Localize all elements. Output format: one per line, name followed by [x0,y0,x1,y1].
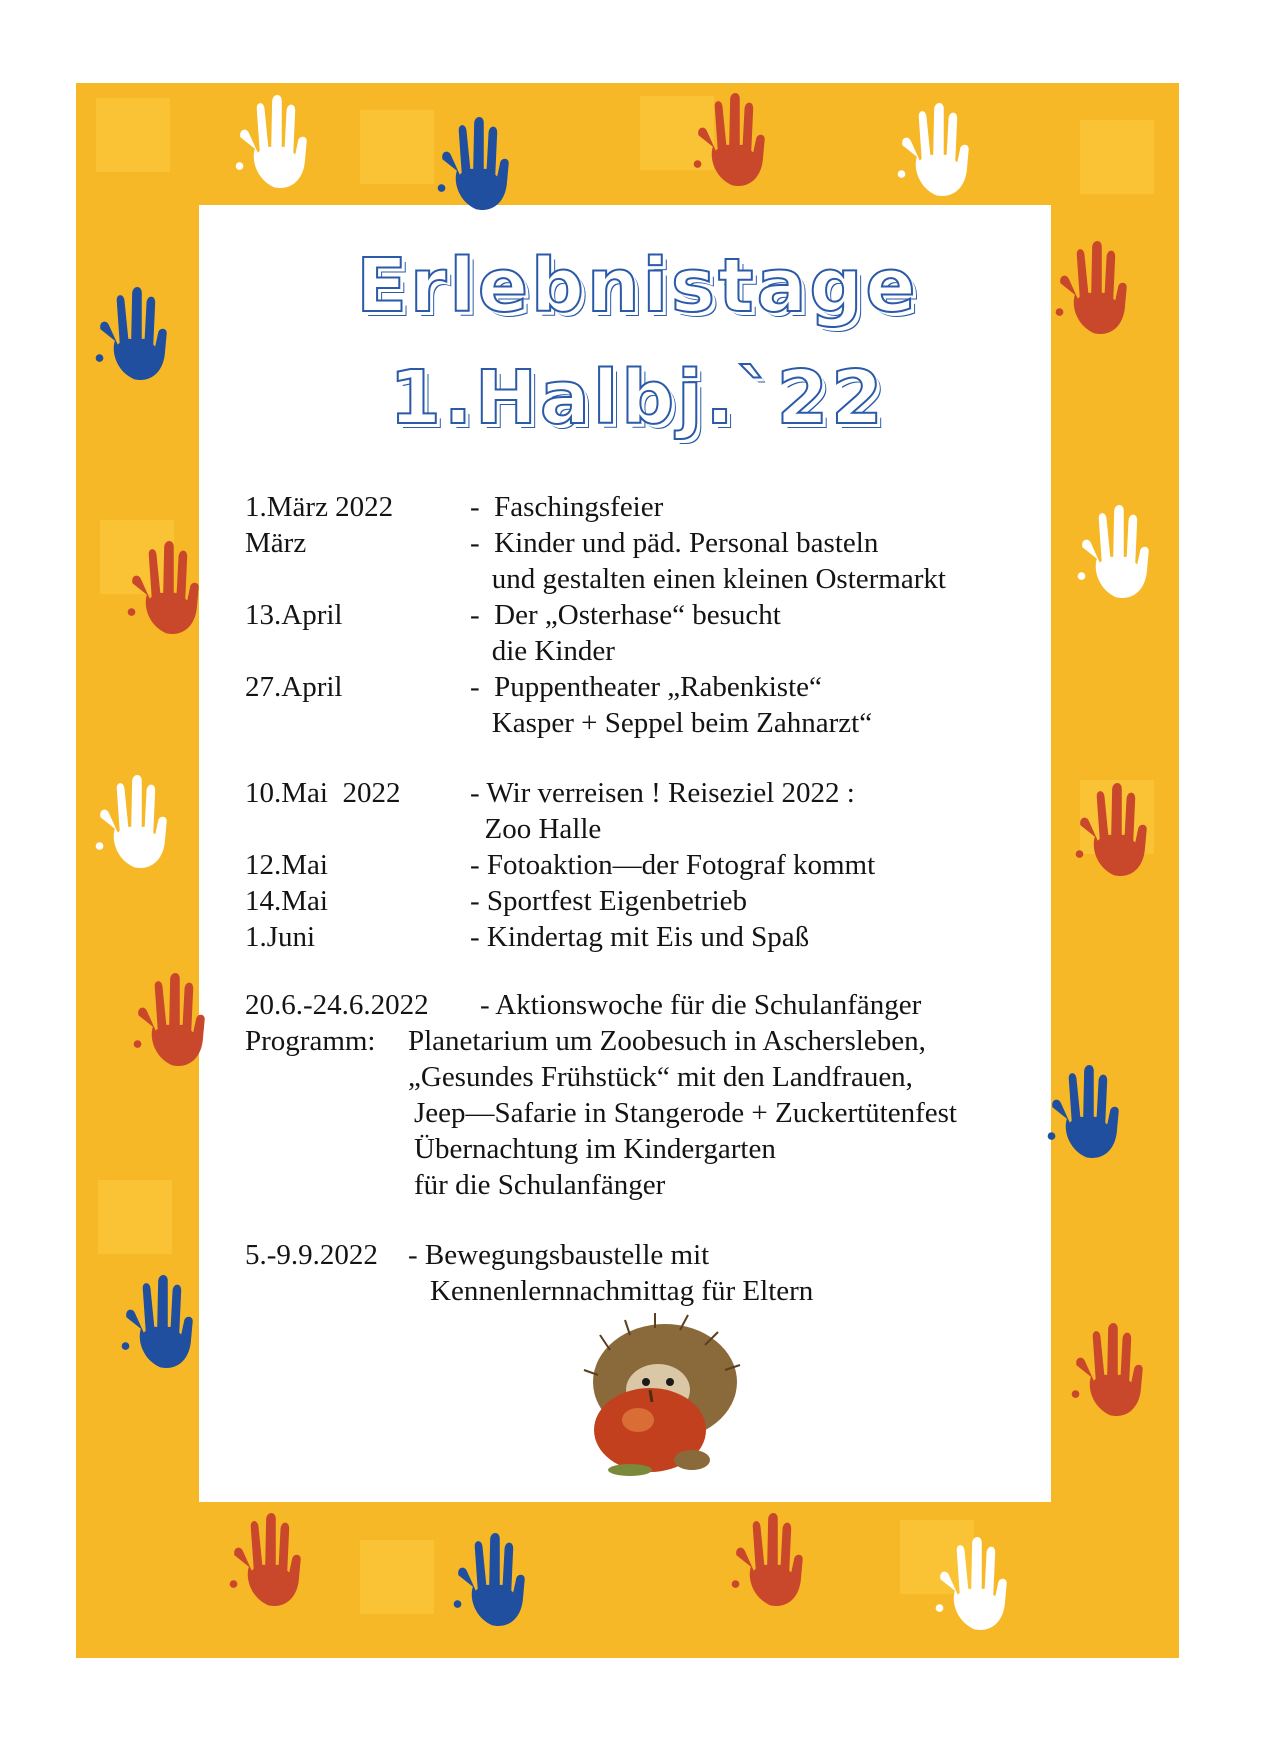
entry-text: die Kinder [470,635,615,667]
entry-text: - Puppentheater „Rabenkiste“ [470,671,822,703]
border-tile [360,110,434,184]
handprint-icon [724,1508,820,1616]
handprint-icon [430,112,526,220]
handprint-icon [1068,778,1164,886]
handprint-icon [114,1270,210,1378]
border-tile [98,1180,172,1254]
entry-date: 20.6.-24.6.2022 [245,989,429,1021]
hedgehog-apple-image [570,1310,750,1480]
handprint-icon [446,1528,542,1636]
program-line: „Gesundes Frühstück“ mit den Landfrauen, [408,1061,913,1093]
entry-text: - Kindertag mit Eis und Spaß [470,921,810,953]
handprint-icon [88,770,184,878]
entry-text: - Faschingsfeier [470,491,664,523]
handprint-icon [126,968,222,1076]
handprint-icon [890,98,986,206]
entry-date: März [245,527,307,559]
handprint-icon [120,536,216,644]
border-tile [360,1540,434,1614]
program-line: Planetarium um Zoobesuch in Aschersleben, [408,1025,926,1057]
entry-text: - Kinder und päd. Personal basteln [470,527,879,559]
entry-date: 12.Mai [245,849,328,881]
entry-text: - Sportfest Eigenbetrieb [470,885,748,917]
handprint-icon [1064,1318,1160,1426]
handprint-icon [1040,1060,1136,1168]
handprint-icon [228,90,324,198]
handprint-icon [686,88,782,196]
entry-date: 13.April [245,599,343,631]
border-tile [1080,120,1154,194]
entry-date: 10.Mai 2022 [245,777,401,809]
page-subtitle: 1.Halbj.`22 [389,355,886,441]
handprint-icon [222,1508,318,1616]
page-title: Erlebnistage [356,243,919,329]
program-line: Übernachtung im Kindergarten [414,1133,776,1165]
entry-date: 27.April [245,671,343,703]
entry-text: Kennenlernnachmittag für Eltern [430,1275,814,1307]
entry-text: - Der „Osterhase“ besucht [470,599,781,631]
entry-text: - Bewegungsbaustelle mit [408,1239,710,1271]
program-line: Jeep—Safarie in Stangerode + Zuckertütenfest [414,1097,957,1129]
handprint-icon [928,1532,1024,1640]
entry-date: 1.Juni [245,921,316,953]
entry-text: Kasper + Seppel beim Zahnarzt“ [470,707,873,739]
entry-text: Zoo Halle [470,813,602,845]
entry-date: 1.März 2022 [245,491,394,523]
handprint-icon [1070,500,1166,608]
entry-text: - Fotoaktion—der Fotograf kommt [470,849,876,881]
program-line: für die Schulanfänger [414,1169,666,1201]
border-tile [96,98,170,172]
entry-date: 14.Mai [245,885,328,917]
entry-date: 5.-9.9.2022 [245,1239,378,1271]
program-label: Programm: [245,1025,376,1057]
entry-text: - Wir verreisen ! Reiseziel 2022 : [470,777,855,809]
entry-text: und gestalten einen kleinen Ostermarkt [470,563,946,595]
entry-text: - Aktionswoche für die Schulanfänger [480,989,922,1021]
